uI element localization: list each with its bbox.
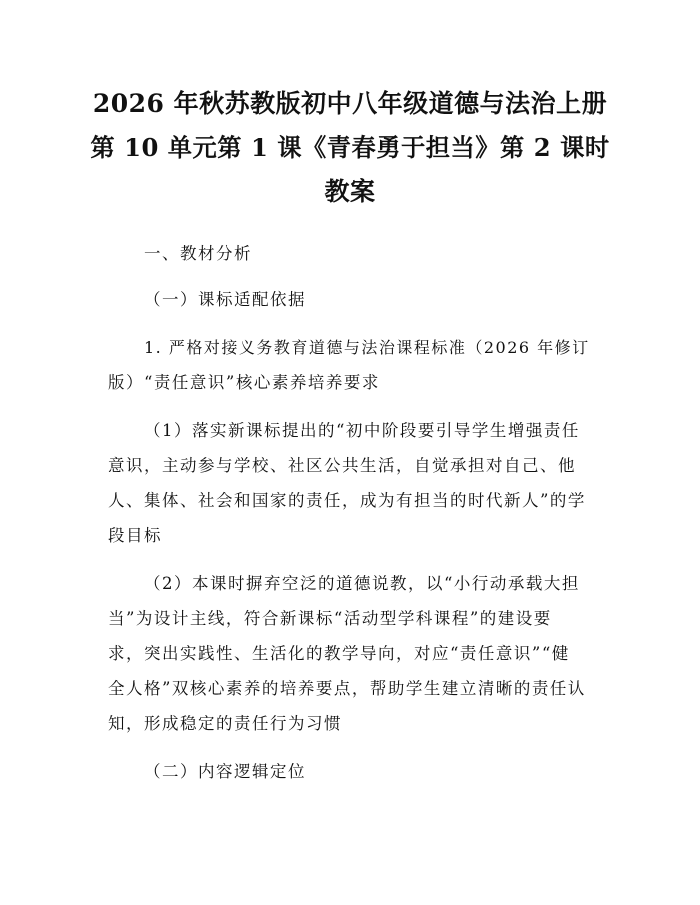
paragraph-line: 全人格”双核心素养的培养要点，帮助学生建立清晰的责任认	[108, 679, 586, 698]
section-heading-1: 一、教材分析	[144, 244, 252, 263]
paragraph-line: （2）本课时摒弃空泛的道德说教，以“小行动承载大担	[144, 574, 580, 593]
title-line-2: 第 10 单元第 1 课《青春勇于担当》第 2 课时	[90, 133, 610, 162]
paragraph-line: 知，形成稳定的责任行为习惯	[108, 714, 342, 733]
subsection-heading-2: （二）内容逻辑定位	[144, 762, 306, 781]
title-line-3: 教案	[324, 177, 376, 206]
paragraph-line: 版）“责任意识”核心素养培养要求	[108, 373, 380, 392]
paragraph-line: （1）落实新课标提出的“初中阶段要引导学生增强责任	[144, 421, 580, 440]
paragraph-line: 意识，主动参与学校、社区公共生活，自觉承担对自己、他	[108, 456, 576, 475]
title-line-1: 2026 年秋苏教版初中八年级道德与法治上册	[92, 89, 608, 118]
subsection-heading-1: （一）课标适配依据	[144, 290, 306, 309]
paragraph-line: 人、集体、社会和国家的责任，成为有担当的时代新人”的学	[108, 491, 586, 510]
document-title	[90, 82, 610, 214]
paragraph-line: 当”为设计主线，符合新课标“活动型学科课程”的建设要	[108, 609, 552, 628]
paragraph-line: 段目标	[108, 526, 162, 545]
paragraph-line: 1. 严格对接义务教育道德与法治课程标准（2026 年修订	[144, 338, 590, 357]
paragraph-line: 求，突出实践性、生活化的教学导向，对应“责任意识”“健	[108, 644, 570, 663]
